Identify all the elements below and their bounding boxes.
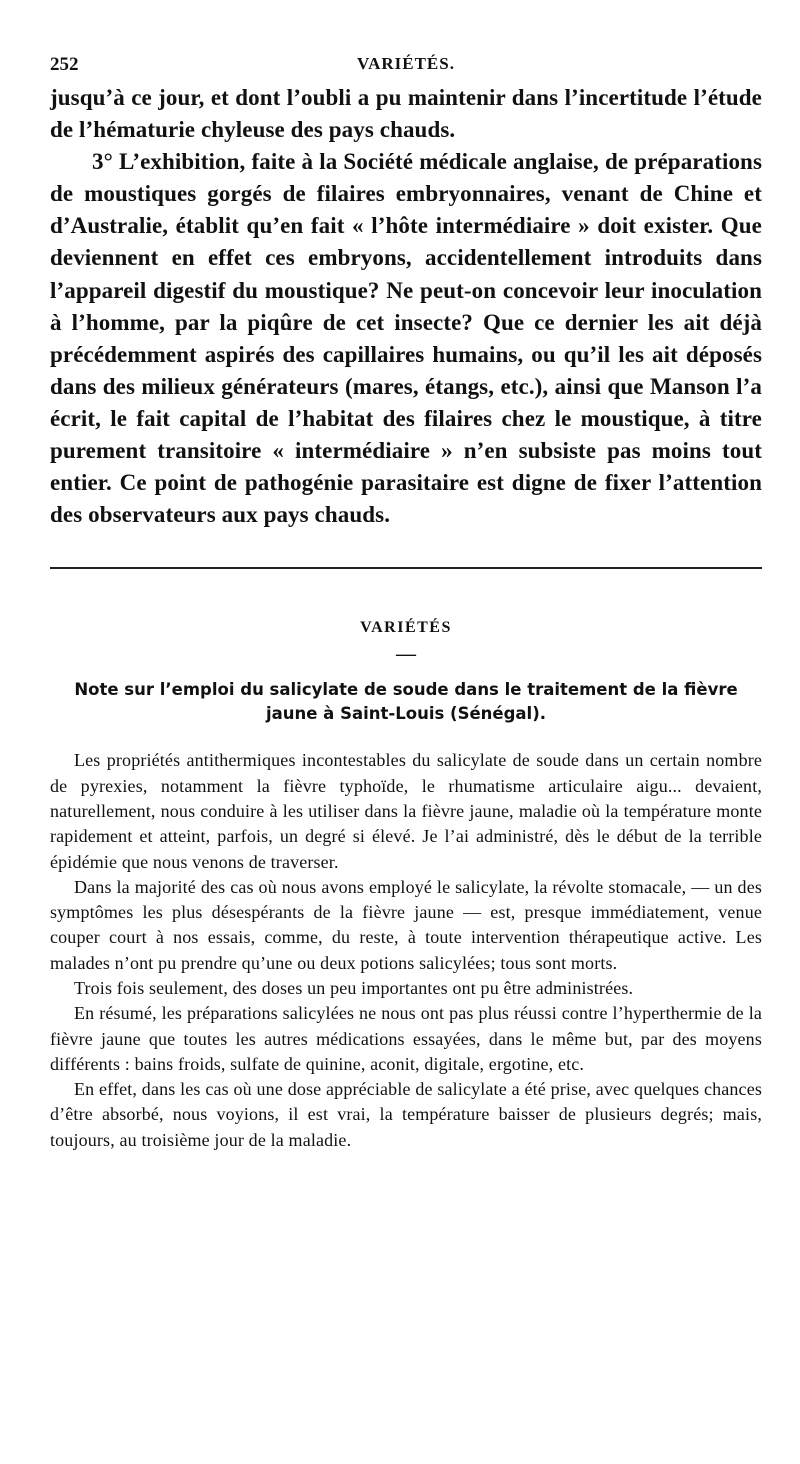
paragraph: Trois fois seulement, des doses un peu importantes ont pu être administrées.	[74, 977, 634, 998]
title-dash: —	[396, 643, 416, 666]
paragraph: jusqu’à ce jour, et dont l’oubli a pu maintenir dans l’incertitude l’étude de l’hématurie chyleuse des pays chauds.	[50, 85, 762, 143]
note-title: Note sur l’emploi du salicylate de soude dans le traitement de la fièvre jaune à Saint-Louis (Sénégal).	[74, 680, 738, 724]
paragraph: 3° L’exhibition, faite à la Société médicale anglaise, de préparations de moustiques gorgés de filaires embryonnaires, venant de Chine et d’Australie, établit qu’en fait « l’hôte intermédiaire » doit exister. Que deviennent en effet ces embryons, accidentellement introduits dans l’appareil digestif du moustique? Ne peut-on concevoir leur inoculation à l’homme, par la piqûre de cet insecte? Que ce dernier les ait déjà précédemment aspirés des capillaires humains, ou qu’il les ait déposés dans des milieux générateurs (mares, étangs, etc.), ainsi que Manson l’a écrit, le fait capital de l’habitat des filaires chez le moustique, à titre purement transitoire « intermédiaire » n’en subsiste pas moins tout entier. Ce point de pathogénie parasitaire est digne de fixer l’attention des observateurs aux pays chauds.	[50, 149, 762, 528]
section-title: VARIÉTÉS	[360, 619, 452, 637]
note-body	[50, 748, 762, 1153]
paragraph: Les propriétés antithermiques incontestables du salicylate de soude dans un certain nombre de pyrexies, notamment la fièvre typhoïde, le rhumatisme articulaire aigu... devaient, naturellement, nous conduire à les utiliser dans la fièvre jaune, maladie où la température monte rapidement et atteint, parfois, un degré si élevé. Je l’ai administré, dès le début de la terrible épidémie que nous venons de traverser.	[50, 750, 762, 872]
page-number: 252	[50, 54, 79, 75]
paragraph: Dans la majorité des cas où nous avons employé le salicylate, la révolte stomacale, — un des symptômes les plus désespérants de la fièvre jaune — est, presque immédiatement, venue couper court à nos essais, comme, du reste, à toute intervention thérapeutique active. Les malades n’ont pu prendre qu’une ou deux potions salicylées; tous sont morts.	[50, 876, 762, 973]
book-page	[50, 46, 762, 1153]
running-title: VARIÉTÉS.	[357, 54, 455, 73]
running-head	[50, 46, 762, 76]
paragraph: En résumé, les préparations salicylées ne nous ont pas plus réussi contre l’hyperthermie de la fièvre jaune que toutes les autres médications essayées, dans le même but, par des moyens différents : bains froids, sulfate de quinine, aconit, digitale, ergotine, etc.	[50, 1003, 762, 1074]
paragraph: En effet, dans les cas où une dose appréciable de salicylate a été prise, avec quelques chances d’être absorbé, nous voyions, il est vrai, la température baisser de plusieurs degrés; mais, toujours, au troisième jour de la maladie.	[50, 1079, 762, 1150]
section-divider	[50, 567, 762, 569]
continued-article	[50, 82, 762, 531]
